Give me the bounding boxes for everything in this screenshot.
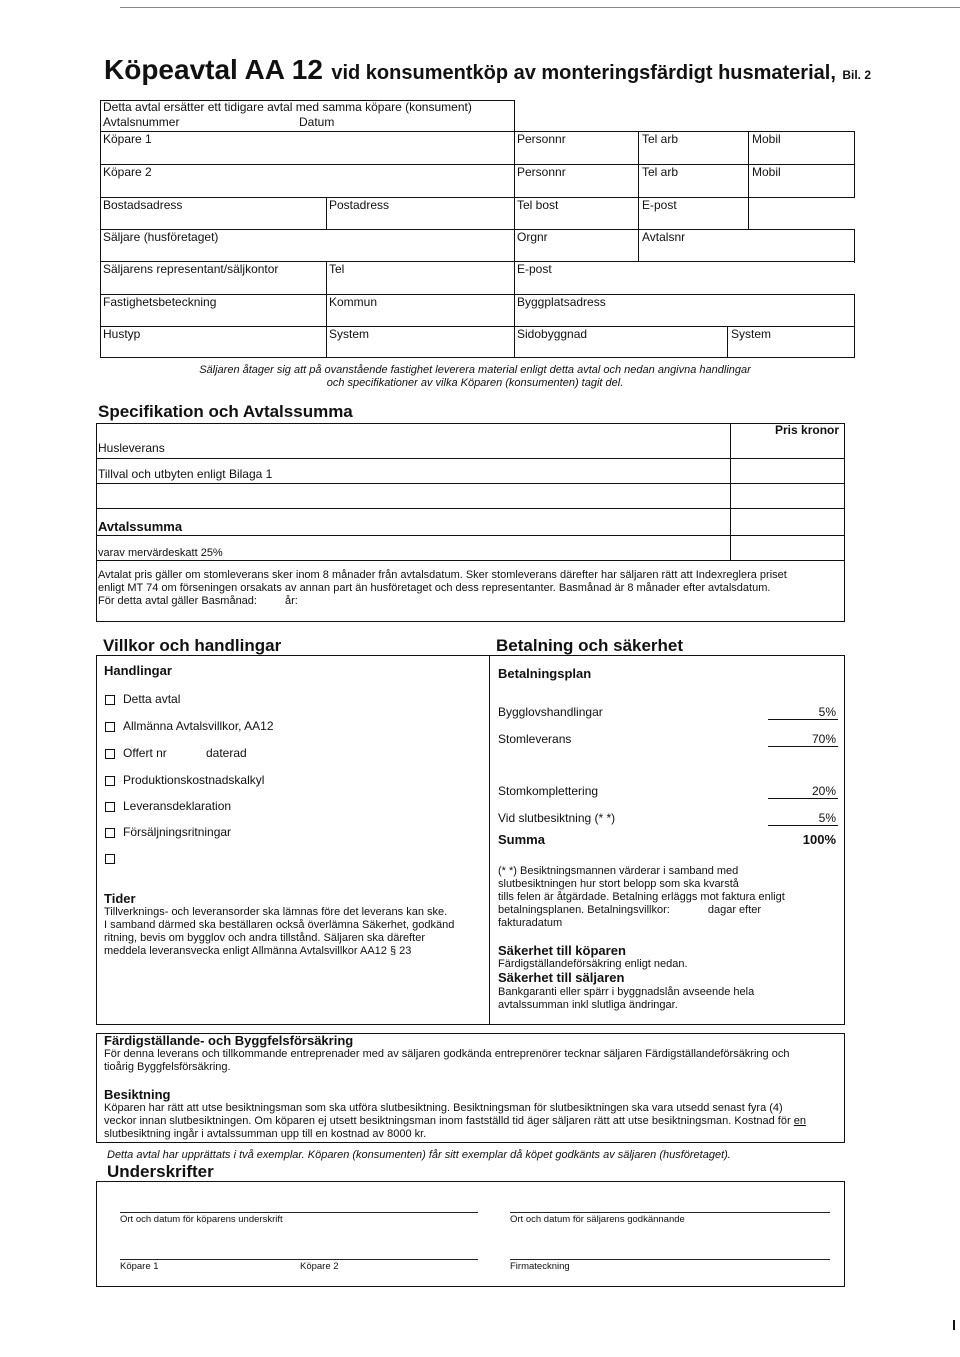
- villkor-underline: [96, 655, 491, 656]
- spec-note-2: enligt MT 74 om förseningen orsakats av annan part än husföretaget och dess representanter. Basmånad är 8 månader efter avtalsdatum.: [98, 582, 771, 594]
- checkbox-offert[interactable]: [105, 749, 115, 759]
- personnr1-label: Personnr: [517, 132, 566, 146]
- epost2-label: E-post: [517, 262, 552, 276]
- plan-row-3-pct: 20%: [811, 784, 836, 798]
- avtalsnr-label: Avtalsnr: [642, 230, 686, 244]
- husleverans-label: Husleverans: [98, 441, 165, 455]
- handling-1: Detta avtal: [123, 692, 181, 706]
- sakerhet-kopare-text: Färdigställandeförsäkring enligt nedan.: [498, 958, 688, 970]
- checkbox-forsaljningsritningar[interactable]: [105, 828, 115, 838]
- summa-label: Summa: [498, 832, 545, 847]
- intro-line1: Säljaren åtager sig att på ovanstående fastighet leverera material enligt detta avtal och nedan angivna handlingar: [199, 364, 751, 376]
- betalningsvillkor-label: betalningsplanen. Betalningsvillkor:: [498, 904, 670, 916]
- kommun-label: Kommun: [329, 295, 378, 309]
- underskrifter-heading: Underskrifter: [107, 1162, 214, 1181]
- checkbox-extra[interactable]: [105, 854, 115, 864]
- summa-pct: 100%: [802, 832, 836, 847]
- forsakring-text: [104, 1048, 789, 1074]
- replaces-text: Detta avtal ersätter ett tidigare avtal med samma köpare (konsument): [103, 100, 472, 114]
- sakerhet-saljare-heading: Säkerhet till säljaren: [498, 970, 625, 985]
- sakerhet-saljare-line-2: avtalssumman inkl slutliga ändringar.: [498, 999, 678, 1011]
- plan-row-1-pct: 5%: [818, 705, 836, 719]
- checkbox-leveransdeklaration[interactable]: [105, 802, 115, 812]
- mobil2-label: Mobil: [752, 165, 781, 179]
- handling-3: Offert nr: [123, 746, 167, 760]
- handling-5: Leveransdeklaration: [123, 799, 232, 813]
- tider-line-1: Tillverknings- och leveransorder ska lämnas före det leverans kan ske.: [104, 906, 448, 918]
- plan-row-4-pct: 5%: [818, 811, 836, 825]
- title-bil: Bil. 2: [842, 68, 872, 82]
- forsakring-line-1: För denna leverans och tillkommande entreprenader med av säljaren godkända entreprenörer tecknar säljaren Färdigställandeförsäkring och: [104, 1048, 790, 1060]
- checkbox-detta-avtal[interactable]: [105, 695, 115, 705]
- dagar-efter-label: dagar efter: [707, 904, 762, 916]
- besiktning-en: en: [793, 1115, 806, 1127]
- kopare2-label: Köpare 2: [103, 165, 152, 179]
- besiktning-line-3: slutbesiktning ingår i avtalssumman upp till en kostnad av 8000 kr.: [104, 1128, 427, 1140]
- sign-line-ort-saljare[interactable]: [510, 1212, 830, 1213]
- intro-line2: och specifikationer av vilka Köparen (konsumenten) tagit del.: [326, 377, 624, 389]
- top-scan-line: [120, 7, 960, 8]
- ort-saljare-label: Ort och datum för säljarens godkännande: [510, 1214, 685, 1225]
- forsakring-heading: Färdigställande- och Byggfelsförsäkring: [104, 1033, 354, 1048]
- sign-line-ort-kopare[interactable]: [120, 1212, 478, 1213]
- fastighetsbeteckning-label: Fastighetsbeteckning: [103, 295, 217, 309]
- besiktning-line-2: veckor innan slutbesiktningen. Om köparen ej utsett besiktningsman inom fastställd tid äger säljaren rätt att utse besiktningsman. Kostnad för en: [104, 1115, 806, 1127]
- plan-row-2-pct: 70%: [811, 732, 836, 746]
- daterad-label: daterad: [206, 746, 247, 760]
- plan-row-3-label: Stomkomplettering: [498, 784, 599, 798]
- footnote-line-5: fakturadatum: [498, 917, 563, 929]
- avtalsnummer-label: Avtalsnummer: [103, 115, 180, 129]
- tider-line-2: I samband därmed ska beställaren också överlämna Säkerhet, godkänd: [104, 919, 455, 931]
- handlingar-label: Handlingar: [104, 663, 172, 678]
- villkor-heading: Villkor och handlingar: [103, 636, 282, 655]
- spec-note: [98, 569, 787, 608]
- sign-line-kopare[interactable]: [120, 1259, 478, 1260]
- handling-4: Produktionskostnadskalkyl: [123, 773, 265, 787]
- hustyp-label: Hustyp: [103, 327, 141, 341]
- system1-label: System: [329, 327, 370, 341]
- ar-label: år:: [284, 595, 298, 607]
- tillval-label: Tillval och utbyten enligt Bilaga 1: [98, 467, 273, 481]
- title-main: Köpeavtal AA 12: [104, 54, 323, 85]
- plan-row-1-label: Bygglovshandlingar: [498, 705, 603, 719]
- tel-label: Tel: [329, 262, 345, 276]
- telbost-label: Tel bost: [517, 198, 559, 212]
- plan-row-2-label: Stomleverans: [498, 732, 572, 746]
- sakerhet-kopare-heading: Säkerhet till köparen: [498, 943, 626, 958]
- footnote-line-2: slutbesiktningen hur stort belopp som ska kvarstå: [498, 878, 739, 890]
- footnote-line-4: [498, 904, 785, 917]
- firmateckning-label: Firmateckning: [510, 1261, 570, 1272]
- moms-label: varav mervärdeskatt 25%: [98, 547, 223, 559]
- personnr2-label: Personnr: [517, 165, 566, 179]
- intro-text: [175, 364, 775, 390]
- checkbox-allmanna-villkor[interactable]: [105, 722, 115, 732]
- sign-line-firmateckning[interactable]: [510, 1259, 830, 1260]
- kopare1-label: Köpare 1: [103, 132, 152, 146]
- saljare-label: Säljare (husföretaget): [103, 230, 219, 244]
- spec-note-3: [98, 595, 787, 608]
- epost1-label: E-post: [642, 198, 677, 212]
- tider-heading: Tider: [104, 891, 136, 906]
- tider-line-4: meddela leveransvecka enligt Allmänna Avtalsvillkor AA12 § 23: [104, 945, 412, 957]
- besiktning-heading: Besiktning: [104, 1087, 171, 1102]
- sakerhet-saljare-text: [498, 986, 754, 1012]
- mobil1-label: Mobil: [752, 132, 781, 146]
- handling-2: Allmänna Avtalsvillkor, AA12: [123, 719, 274, 733]
- orgnr-label: Orgnr: [517, 230, 548, 244]
- pris-kronor-label: Pris kronor: [775, 423, 840, 437]
- checkbox-produktionskostnad[interactable]: [105, 776, 115, 786]
- kopare1-sign-label: Köpare 1: [120, 1261, 159, 1272]
- besiktning-text: [104, 1102, 806, 1141]
- tider-line-3: ritning, bevis om bygglov och andra tillstånd. Säljaren ska därefter: [104, 932, 426, 944]
- telarb2-label: Tel arb: [642, 165, 679, 179]
- footnote-line-3: tills felen är åtgärdade. Betalning erläggs mot faktura enligt: [498, 891, 785, 903]
- datum-label: Datum: [299, 115, 335, 129]
- sakerhet-saljare-line-1: Bankgaranti eller spärr i byggnadslån avseende hela: [498, 986, 755, 998]
- besiktning-line-1: Köparen har rätt att utse besiktningsman som ska utföra slutbesiktning. Besiktningsman för slutbesiktningen ska vara utsedd senast fyra (4): [104, 1102, 783, 1114]
- title-sub: vid konsumentköp av monteringsfärdigt husmaterial,: [331, 62, 836, 84]
- betalningsplan-heading: Betalningsplan: [498, 666, 592, 681]
- page-title: [104, 54, 871, 86]
- postadress-label: Postadress: [329, 198, 390, 212]
- handling-6: Försäljningsritningar: [123, 825, 232, 839]
- tider-text: [104, 906, 454, 958]
- forsakring-line-2: tioårig Byggfelsförsäkring.: [104, 1061, 231, 1073]
- betalning-heading: Betalning och säkerhet: [496, 636, 684, 655]
- betalning-footnote: [498, 865, 785, 930]
- byggplatsadress-label: Byggplatsadress: [517, 295, 606, 309]
- saljarens-rep-label: Säljarens representant/säljkontor: [103, 262, 279, 276]
- sidobyggnad-label: Sidobyggnad: [517, 327, 588, 341]
- footnote-line-1: (* *) Besiktningsmannen värderar i samband med: [498, 865, 739, 877]
- kopare2-sign-label: Köpare 2: [300, 1261, 339, 1272]
- exemplar-text: Detta avtal har upprättats i två exemplar. Köparen (konsumenten) får sitt exemplar då köpet godkänts av säljaren (husföretaget).: [107, 1149, 731, 1161]
- ort-kopare-label: Ort och datum för köparens underskrift: [120, 1214, 283, 1225]
- spec-heading: Specifikation och Avtalssumma: [98, 402, 353, 421]
- spec-note-1: Avtalat pris gäller om stomleverans sker inom 8 månader från avtalsdatum. Sker stomleverans därefter har säljaren rätt att Indexreglera priset: [98, 569, 787, 581]
- bostadsadress-label: Bostadsadress: [103, 198, 183, 212]
- plan-row-4-label: Vid slutbesiktning (* *): [498, 811, 616, 825]
- right-scan-mark: [953, 1320, 955, 1330]
- basmanad-label: För detta avtal gäller Basmånad:: [98, 595, 257, 607]
- telarb1-label: Tel arb: [642, 132, 679, 146]
- avtalssumma-label: Avtalssumma: [98, 519, 183, 534]
- system2-label: System: [731, 327, 772, 341]
